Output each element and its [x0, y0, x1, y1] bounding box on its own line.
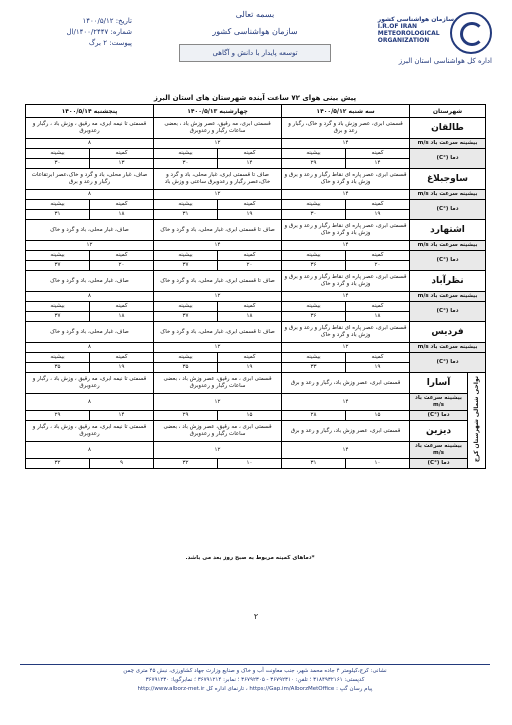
table-row — [26, 241, 486, 251]
table-row — [26, 394, 486, 411]
min-temp: ۱۰ — [218, 459, 282, 469]
table-row — [26, 411, 486, 421]
temp-label: دما (°C) — [410, 411, 468, 421]
temp-label: دما (°C) — [410, 353, 486, 373]
footer-web: پیام رسان گپ : https://Gap.im/AlborzMetOffice ، تارنمای اداره کل http://www.alborz-met.ir — [137, 686, 373, 692]
min-label: کمینه — [218, 149, 282, 159]
max-temp: ۳۱ — [26, 210, 90, 220]
table-row — [26, 149, 486, 159]
max-label: بیشینه — [154, 353, 218, 363]
temp-label: دما (°C) — [410, 459, 468, 469]
side-label: نواحی شمالی شهرستان کرج — [473, 375, 481, 463]
wind-value: ۸ — [26, 190, 154, 200]
wind-value: ۱۲ — [282, 343, 410, 353]
max-label: بیشینه — [282, 149, 346, 159]
forecast-description: صاف، غبار محلی، باد و گرد و خاک،عصر ابرتقاعات رگبار و رعد و برق — [26, 169, 154, 190]
max-label: بیشینه — [282, 200, 346, 210]
min-temp: ۱۸ — [218, 312, 282, 322]
forecast-description: قسمتی تا نیمه ابری، مه رقیق ، وزش باد ، رگبار و رعدوبرق — [26, 421, 154, 442]
table-row — [26, 251, 486, 261]
min-temp: ۱۰ — [346, 459, 410, 469]
table-row — [26, 139, 486, 149]
letter-number: شماره: ۱۴۰۰/۲۴۴۷/ال — [66, 28, 132, 36]
min-label: کمینه — [346, 302, 410, 312]
org-name-block — [378, 16, 454, 44]
max-temp: ۲۹ — [282, 159, 346, 169]
page-number: ۲ — [253, 612, 259, 621]
forecast-description: قسمتی ابری، عصر پاره ای نقاط رگبار و رعد و برق و وزش باد و گرد و خاک — [282, 169, 410, 190]
min-temp: ۱۳ — [90, 159, 154, 169]
min-temp: ۱۸ — [346, 312, 410, 322]
min-label: کمینه — [346, 353, 410, 363]
min-temp: ۱۴ — [90, 411, 154, 421]
min-label: کمینه — [90, 149, 154, 159]
wind-value: ۱۲ — [154, 139, 282, 149]
max-label: بیشینه — [154, 200, 218, 210]
table-row — [26, 302, 486, 312]
table-header-row — [26, 105, 486, 118]
min-temp: ۱۴ — [218, 159, 282, 169]
table-row — [26, 421, 486, 442]
table-row — [26, 118, 486, 139]
wind-label: بیشینه سرعت باد m/s — [410, 343, 486, 353]
wind-value: ۱۲ — [154, 394, 282, 411]
min-temp: ۱۵ — [218, 411, 282, 421]
header-day-2: چهارشنبه ۱۴۰۰/۵/۱۳ — [154, 105, 282, 118]
wind-value: ۱۴ — [282, 292, 410, 302]
table-row — [26, 373, 486, 394]
forecast-description: قسمتی تا نیمه ابری، مه رقیق ، وزش باد ، رگبار و رعدوبرق — [26, 373, 154, 394]
city-name: طالقان — [410, 118, 486, 139]
letter-meta — [22, 16, 132, 49]
max-label: بیشینه — [154, 251, 218, 261]
wind-value: ۱۲ — [26, 241, 154, 251]
max-temp: ۳۱ — [154, 210, 218, 220]
forecast-description: قسمتی ابری ، مه رقیق، عصر وزش باد ، بعضی ساعات رگبار و رعدوبرق — [154, 421, 282, 442]
forecast-description: قسمتی ابری، عصر وزش باد، رگبار و رعد و برق — [282, 373, 410, 394]
min-label: کمینه — [90, 200, 154, 210]
max-label: بیشینه — [26, 251, 90, 261]
forecast-description: قسمتی تا نیمه ابری، مه رقیق ، وزش باد ، رگبار و رعدوبرق — [26, 118, 154, 139]
min-temp: ۲۰ — [218, 261, 282, 271]
min-temp: ۱۸ — [90, 312, 154, 322]
wind-value: ۸ — [26, 394, 154, 411]
wind-value: ۸ — [26, 442, 154, 459]
wind-label: بیشینه سرعت باد m/s — [410, 241, 486, 251]
footer-divider — [20, 664, 490, 665]
footer-address: نشانی: کرج،کیلومتر ۴ جاده محمد شهر، جنب معاونت آب و خاک و صنایع وزارت جهاد کشاورزی، نبش ۴۵ متری چمن — [123, 668, 387, 674]
wind-value: ۱۴ — [282, 190, 410, 200]
max-label: بیشینه — [154, 149, 218, 159]
max-temp: ۳۶ — [282, 261, 346, 271]
letter-date: تاریخ: ۱۴۰۰/۵/۱۲ — [82, 17, 132, 25]
max-temp: ۳۷ — [154, 312, 218, 322]
org-name-en-3: ORGANIZATION — [377, 37, 430, 44]
max-label: بیشینه — [26, 302, 90, 312]
wind-value: ۱۴ — [282, 442, 410, 459]
forecast-description: قسمتی ابری، عصر پاره ای نقاط رگبار و رعد و برق و وزش باد و گرد و خاک — [282, 271, 410, 292]
forecast-table — [25, 104, 486, 469]
forecast-description: قسمتی ابری، عصر پاره ای نقاط رگبار و رعد و برق و وزش باد و گرد و خاک — [282, 322, 410, 343]
min-temp: ۱۵ — [346, 411, 410, 421]
min-temp: ۱۴ — [346, 159, 410, 169]
max-temp: ۳۵ — [154, 363, 218, 373]
header-day-1: سه شنبه ۱۴۰۰/۵/۱۲ — [282, 105, 410, 118]
wind-label: بیشینه سرعت باد m/s — [410, 394, 468, 411]
city-name: اشتهارد — [410, 220, 486, 241]
min-label: کمینه — [90, 353, 154, 363]
wind-value: ۱۲ — [154, 292, 282, 302]
max-label: بیشینه — [26, 200, 90, 210]
min-temp: ۹ — [90, 459, 154, 469]
table-row — [26, 322, 486, 343]
min-label: کمینه — [346, 251, 410, 261]
forecast-description: صاف، غبار محلی، باد و گرد و خاک — [26, 220, 154, 241]
max-temp: ۲۹ — [154, 411, 218, 421]
city-name: فردیس — [410, 322, 486, 343]
table-row — [26, 200, 486, 210]
wind-value: ۸ — [26, 343, 154, 353]
wind-value: ۱۴ — [282, 139, 410, 149]
wind-value: ۱۲ — [154, 442, 282, 459]
org-name-fa: سازمان هواشناسی کشور — [377, 16, 454, 23]
min-label: کمینه — [90, 251, 154, 261]
table-row — [26, 292, 486, 302]
min-temp: ۱۹ — [346, 210, 410, 220]
wind-value: ۸ — [26, 139, 154, 149]
city-name: دیزین — [410, 421, 468, 442]
min-label: کمینه — [218, 353, 282, 363]
max-temp: ۳۳ — [282, 363, 346, 373]
wind-value: ۸ — [26, 292, 154, 302]
table-row — [26, 169, 486, 190]
max-temp: ۳۷ — [26, 312, 90, 322]
min-temp: ۱۹ — [218, 210, 282, 220]
min-label: کمینه — [346, 200, 410, 210]
max-temp: ۳۷ — [154, 261, 218, 271]
logo-icon — [450, 12, 492, 54]
forecast-description: قسمتی ابری، مه رقیق، عصر وزش باد ، بعضی ساعات رگبار و رعدوبرق — [154, 118, 282, 139]
letter-header — [0, 0, 512, 92]
max-temp: ۲۸ — [282, 411, 346, 421]
min-label: کمینه — [218, 251, 282, 261]
table-row — [26, 442, 486, 459]
header-city: شهرستان — [410, 105, 486, 118]
forecast-description: صاف تا قسمتی ابری، غبار محلی، باد و گرد و خاک،عصر رگبار و رعدوبرق ساعتی و وزش باد — [154, 169, 282, 190]
table-row — [26, 190, 486, 200]
org-name-en-2: METEOROLOGICAL — [377, 30, 440, 37]
ministry-name: سازمان هواشناسی کشور — [212, 27, 298, 36]
max-temp: ۳۰ — [282, 210, 346, 220]
max-label: بیشینه — [282, 251, 346, 261]
table-note: *دماهای کمینه مربوط به صبح روز بعد می باشد. — [185, 555, 315, 561]
max-temp: ۳۱ — [282, 459, 346, 469]
max-temp: ۳۶ — [282, 312, 346, 322]
department-name: اداره کل هواشناسی استان البرز — [398, 57, 492, 65]
temp-label: دما (°C) — [410, 302, 486, 322]
city-name: ساوجبلاغ — [410, 169, 486, 190]
forecast-description: صاف، غبار محلی، باد و گرد و خاک — [26, 322, 154, 343]
forecast-description: صاف تا قسمتی ابری، غبار محلی، باد و گرد و خاک — [154, 322, 282, 343]
letter-attachment: پیوست: ۲ برگ — [88, 39, 132, 47]
side-label-cell — [468, 373, 486, 469]
min-label: کمینه — [218, 200, 282, 210]
max-temp: ۳۷ — [26, 261, 90, 271]
letter-footer — [20, 667, 490, 694]
min-label: کمینه — [346, 149, 410, 159]
min-temp: ۱۹ — [218, 363, 282, 373]
max-label: بیشینه — [26, 353, 90, 363]
organization-logo — [347, 12, 492, 72]
max-temp: ۳۲ — [26, 459, 90, 469]
wind-value: ۱۴ — [282, 241, 410, 251]
min-temp: ۱۹ — [90, 363, 154, 373]
header-center — [160, 10, 350, 62]
wind-label: بیشینه سرعت باد m/s — [410, 442, 468, 459]
forecast-description: قسمتی ابری، عصر پاره ای نقاط رگبار و رعد و برق و وزش باد و گرد و خاک — [282, 220, 410, 241]
forecast-description: قسمتی ابری، عصر وزش باد و گرد و خاک، رگبار و رعد و برق — [282, 118, 410, 139]
forecast-description: صاف تا قسمتی ابری، غبار محلی، باد و گرد و خاک — [154, 271, 282, 292]
header-day-3: پنجشنبه ۱۴۰۰/۵/۱۴ — [26, 105, 154, 118]
max-temp: ۳۰ — [154, 159, 218, 169]
forecast-description: صاف، غبار محلی، باد و گرد و خاک — [26, 271, 154, 292]
temp-label: دما (°C) — [410, 200, 486, 220]
min-temp: ۱۸ — [90, 210, 154, 220]
forecast-description: قسمتی ابری، عصر وزش باد، رگبار و رعد و برق — [282, 421, 410, 442]
table-row — [26, 459, 486, 469]
min-temp: ۲۰ — [90, 261, 154, 271]
table-row — [26, 220, 486, 241]
bismillah: بسمه تعالی — [235, 10, 275, 19]
wind-label: بیشینه سرعت باد m/s — [410, 292, 486, 302]
footer-contact: کدپستی: ۳۱۸۴۹۳۲۱۶۱ ؛ تلفن: ۳۶۷۹۲۳۱۰ - ۳۶۷۹۲۳۰۵ ؛ نمابر: ۳۶۷۹۱۲۱۴ ؛ نمابرگویا: ۳۶۷۹۱۲۳۰ — [145, 677, 365, 683]
max-label: بیشینه — [282, 302, 346, 312]
forecast-description: قسمتی ابری ، مه رقیق، عصر وزش باد ، بعضی ساعات رگبار و رعدوبرق — [154, 373, 282, 394]
max-label: بیشینه — [282, 353, 346, 363]
table-row — [26, 343, 486, 353]
min-temp: ۱۹ — [346, 363, 410, 373]
wind-value: ۱۴ — [154, 241, 282, 251]
table-row — [26, 271, 486, 292]
wind-label: بیشینه سرعت باد m/s — [410, 190, 486, 200]
wind-value: ۱۲ — [154, 343, 282, 353]
max-label: بیشینه — [26, 149, 90, 159]
wind-value: ۱۲ — [154, 190, 282, 200]
max-label: بیشینه — [154, 302, 218, 312]
forecast-description: صاف تا قسمتی ابری، غبار محلی، باد و گرد و خاک — [154, 220, 282, 241]
max-temp: ۲۹ — [26, 411, 90, 421]
city-name: نظرآباد — [410, 271, 486, 292]
wind-value: ۱۴ — [282, 394, 410, 411]
org-name-en-1: I.R.OF IRAN — [377, 23, 418, 30]
max-temp: ۳۲ — [154, 459, 218, 469]
temp-label: دما (°C) — [410, 149, 486, 169]
max-temp: ۳۵ — [26, 363, 90, 373]
max-temp: ۳۰ — [26, 159, 90, 169]
min-temp: ۲۰ — [346, 261, 410, 271]
table-row — [26, 353, 486, 363]
forecast-title: پیش بینی هوای ۷۲ ساعت آینده شهرستان های استان البرز — [153, 94, 357, 102]
min-label: کمینه — [90, 302, 154, 312]
wind-label: بیشینه سرعت باد m/s — [410, 139, 486, 149]
temp-label: دما (°C) — [410, 251, 486, 271]
slogan-banner: توسعه پایدار با دانش و آگاهی — [179, 44, 331, 62]
city-name: آسارا — [410, 373, 468, 394]
min-label: کمینه — [218, 302, 282, 312]
